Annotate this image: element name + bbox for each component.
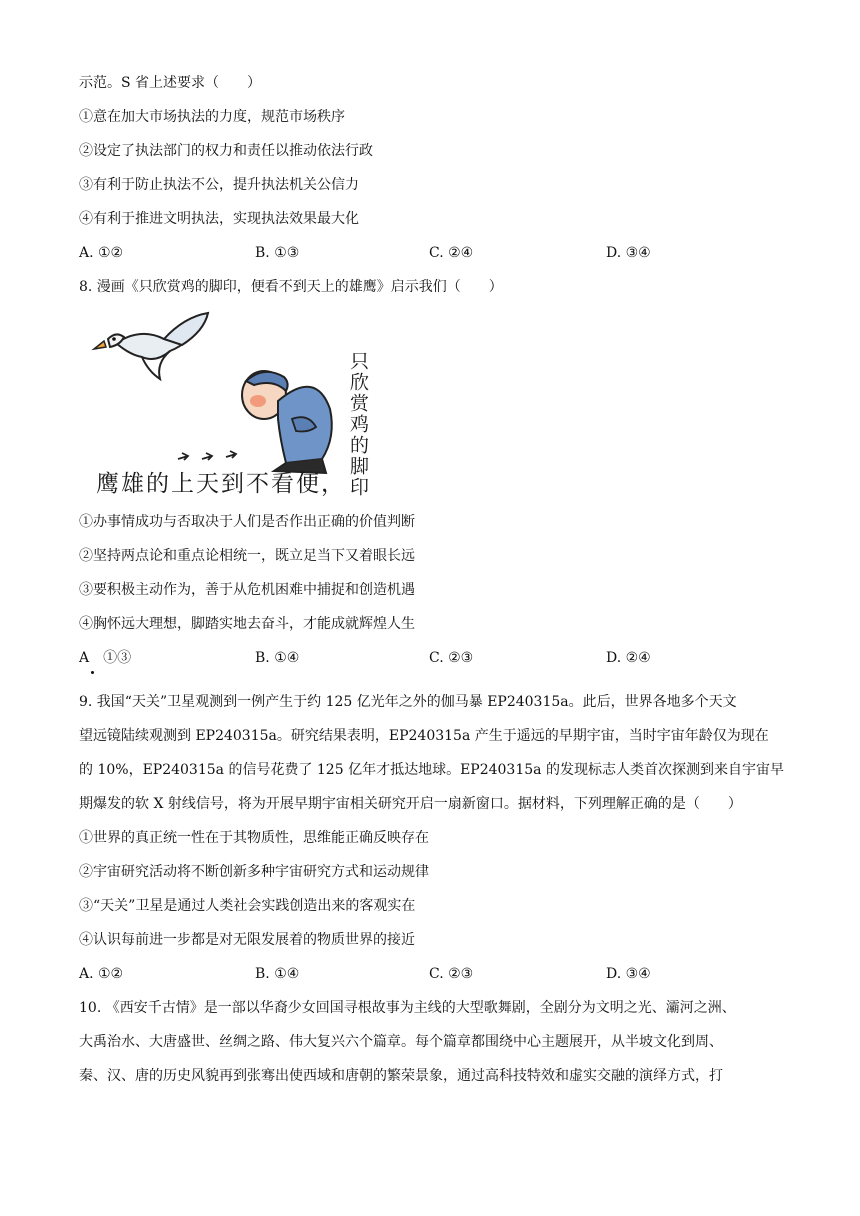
q9-options — [79, 964, 781, 984]
q10-stem-line-3: 秦、汉、唐的历史风貌再到张骞出使西域和唐朝的繁荣景象，通过高科技特效和虚实交融的演绎方式，打 — [79, 1068, 723, 1084]
q8-stem: 8. 漫画《只欣赏鸡的脚印，便看不到天上的雄鹰》启示我们（ ） — [79, 279, 503, 295]
q8-statement-2: ②坚持两点论和重点论相统一，既立足当下又着眼长远 — [79, 548, 415, 564]
cartoon-bottom-text: 鹰雄的上天到不看便， — [96, 471, 346, 497]
q7-statement-4: ④有利于推进文明执法，实现执法效果最大化 — [79, 211, 359, 227]
q10-stem-line-1: 10. 《西安千古情》是一部以华裔少女回国寻根故事为主线的大型歌舞剧，全剧分为文明之光、灞河之洲、 — [79, 1000, 736, 1016]
q8-option-a: A ①③ — [79, 650, 132, 666]
q8-option-d: D. ②④ — [606, 650, 651, 666]
q9-statement-1: ①世界的真正统一性在于其物质性，思维能正确反映存在 — [79, 830, 429, 846]
q8-option-c: C. ②③ — [429, 650, 474, 666]
q9-option-b: B. ①④ — [255, 966, 300, 982]
q7-option-b: B. ①③ — [255, 245, 300, 261]
q9-stem-line-4: 期爆发的软 X 射线信号，将为开展早期宇宙相关研究开启一扇新窗口。据材料，下列理解正确的是（ ） — [79, 796, 742, 812]
q9-statement-3: ③“天关”卫星是通过人类社会实践创造出来的客观实在 — [79, 898, 416, 914]
cartoon-vertical-text: 只欣赏鸡的脚印 — [347, 351, 369, 498]
q9-statement-2: ②宇宙研究活动将不断创新多种宇宙研究方式和运动规律 — [79, 864, 429, 880]
q9-option-a: A. ①② — [79, 966, 124, 982]
q9-stem-line-3: 的 10%，EP240315a 的信号花费了 125 亿年才抵达地球。EP240315a 的发现标志人类首次探测到来自宇宙早 — [79, 762, 784, 778]
q10-stem-line-2: 大禹治水、大唐盛世、丝绸之路、伟大复兴六个篇章。每个篇章都围绕中心主题展开，从半坡文化到周、 — [79, 1034, 723, 1050]
q7-option-d: D. ③④ — [606, 245, 651, 261]
q7-option-c: C. ②④ — [429, 245, 474, 261]
q7-options — [79, 243, 781, 263]
q8-statement-3: ③要积极主动作为，善于从危机困难中捕捉和创造机遇 — [79, 582, 415, 598]
cartoon-image — [86, 309, 384, 501]
q7-statement-3: ③有利于防止执法不公，提升执法机关公信力 — [79, 177, 359, 193]
q8-option-b: B. ①④ — [255, 650, 300, 666]
q9-statement-4: ④认识每前进一步都是对无限发展着的物质世界的接近 — [79, 932, 415, 948]
q7-statement-1: ①意在加大市场执法的力度，规范市场秩序 — [79, 109, 345, 125]
q8-statement-1: ①办事情成功与否取决于人们是否作出正确的价值判断 — [79, 514, 415, 530]
q7-statement-2: ②设定了执法部门的权力和责任以推动依法行政 — [79, 143, 373, 159]
q8-options — [79, 648, 781, 668]
q9-option-d: D. ③④ — [606, 966, 651, 982]
q9-option-c: C. ②③ — [429, 966, 474, 982]
stray-dot — [91, 671, 94, 674]
q9-stem-line-1: 9. 我国“天关”卫星观测到一例产生于约 125 亿光年之外的伽马暴 EP240315a。此后，世界各地多个天文 — [79, 694, 737, 710]
q9-stem-line-2: 望远镜陆续观测到 EP240315a。研究结果表明，EP240315a 产生于遥远的早期宇宙，当时宇宙年龄仅为现在 — [79, 728, 769, 744]
q8-statement-4: ④胸怀远大理想，脚踏实地去奋斗，才能成就辉煌人生 — [79, 616, 415, 632]
q7-option-a: A. ①② — [79, 245, 124, 261]
q7-stem-tail: 示范。S 省上述要求（ ） — [79, 75, 262, 91]
